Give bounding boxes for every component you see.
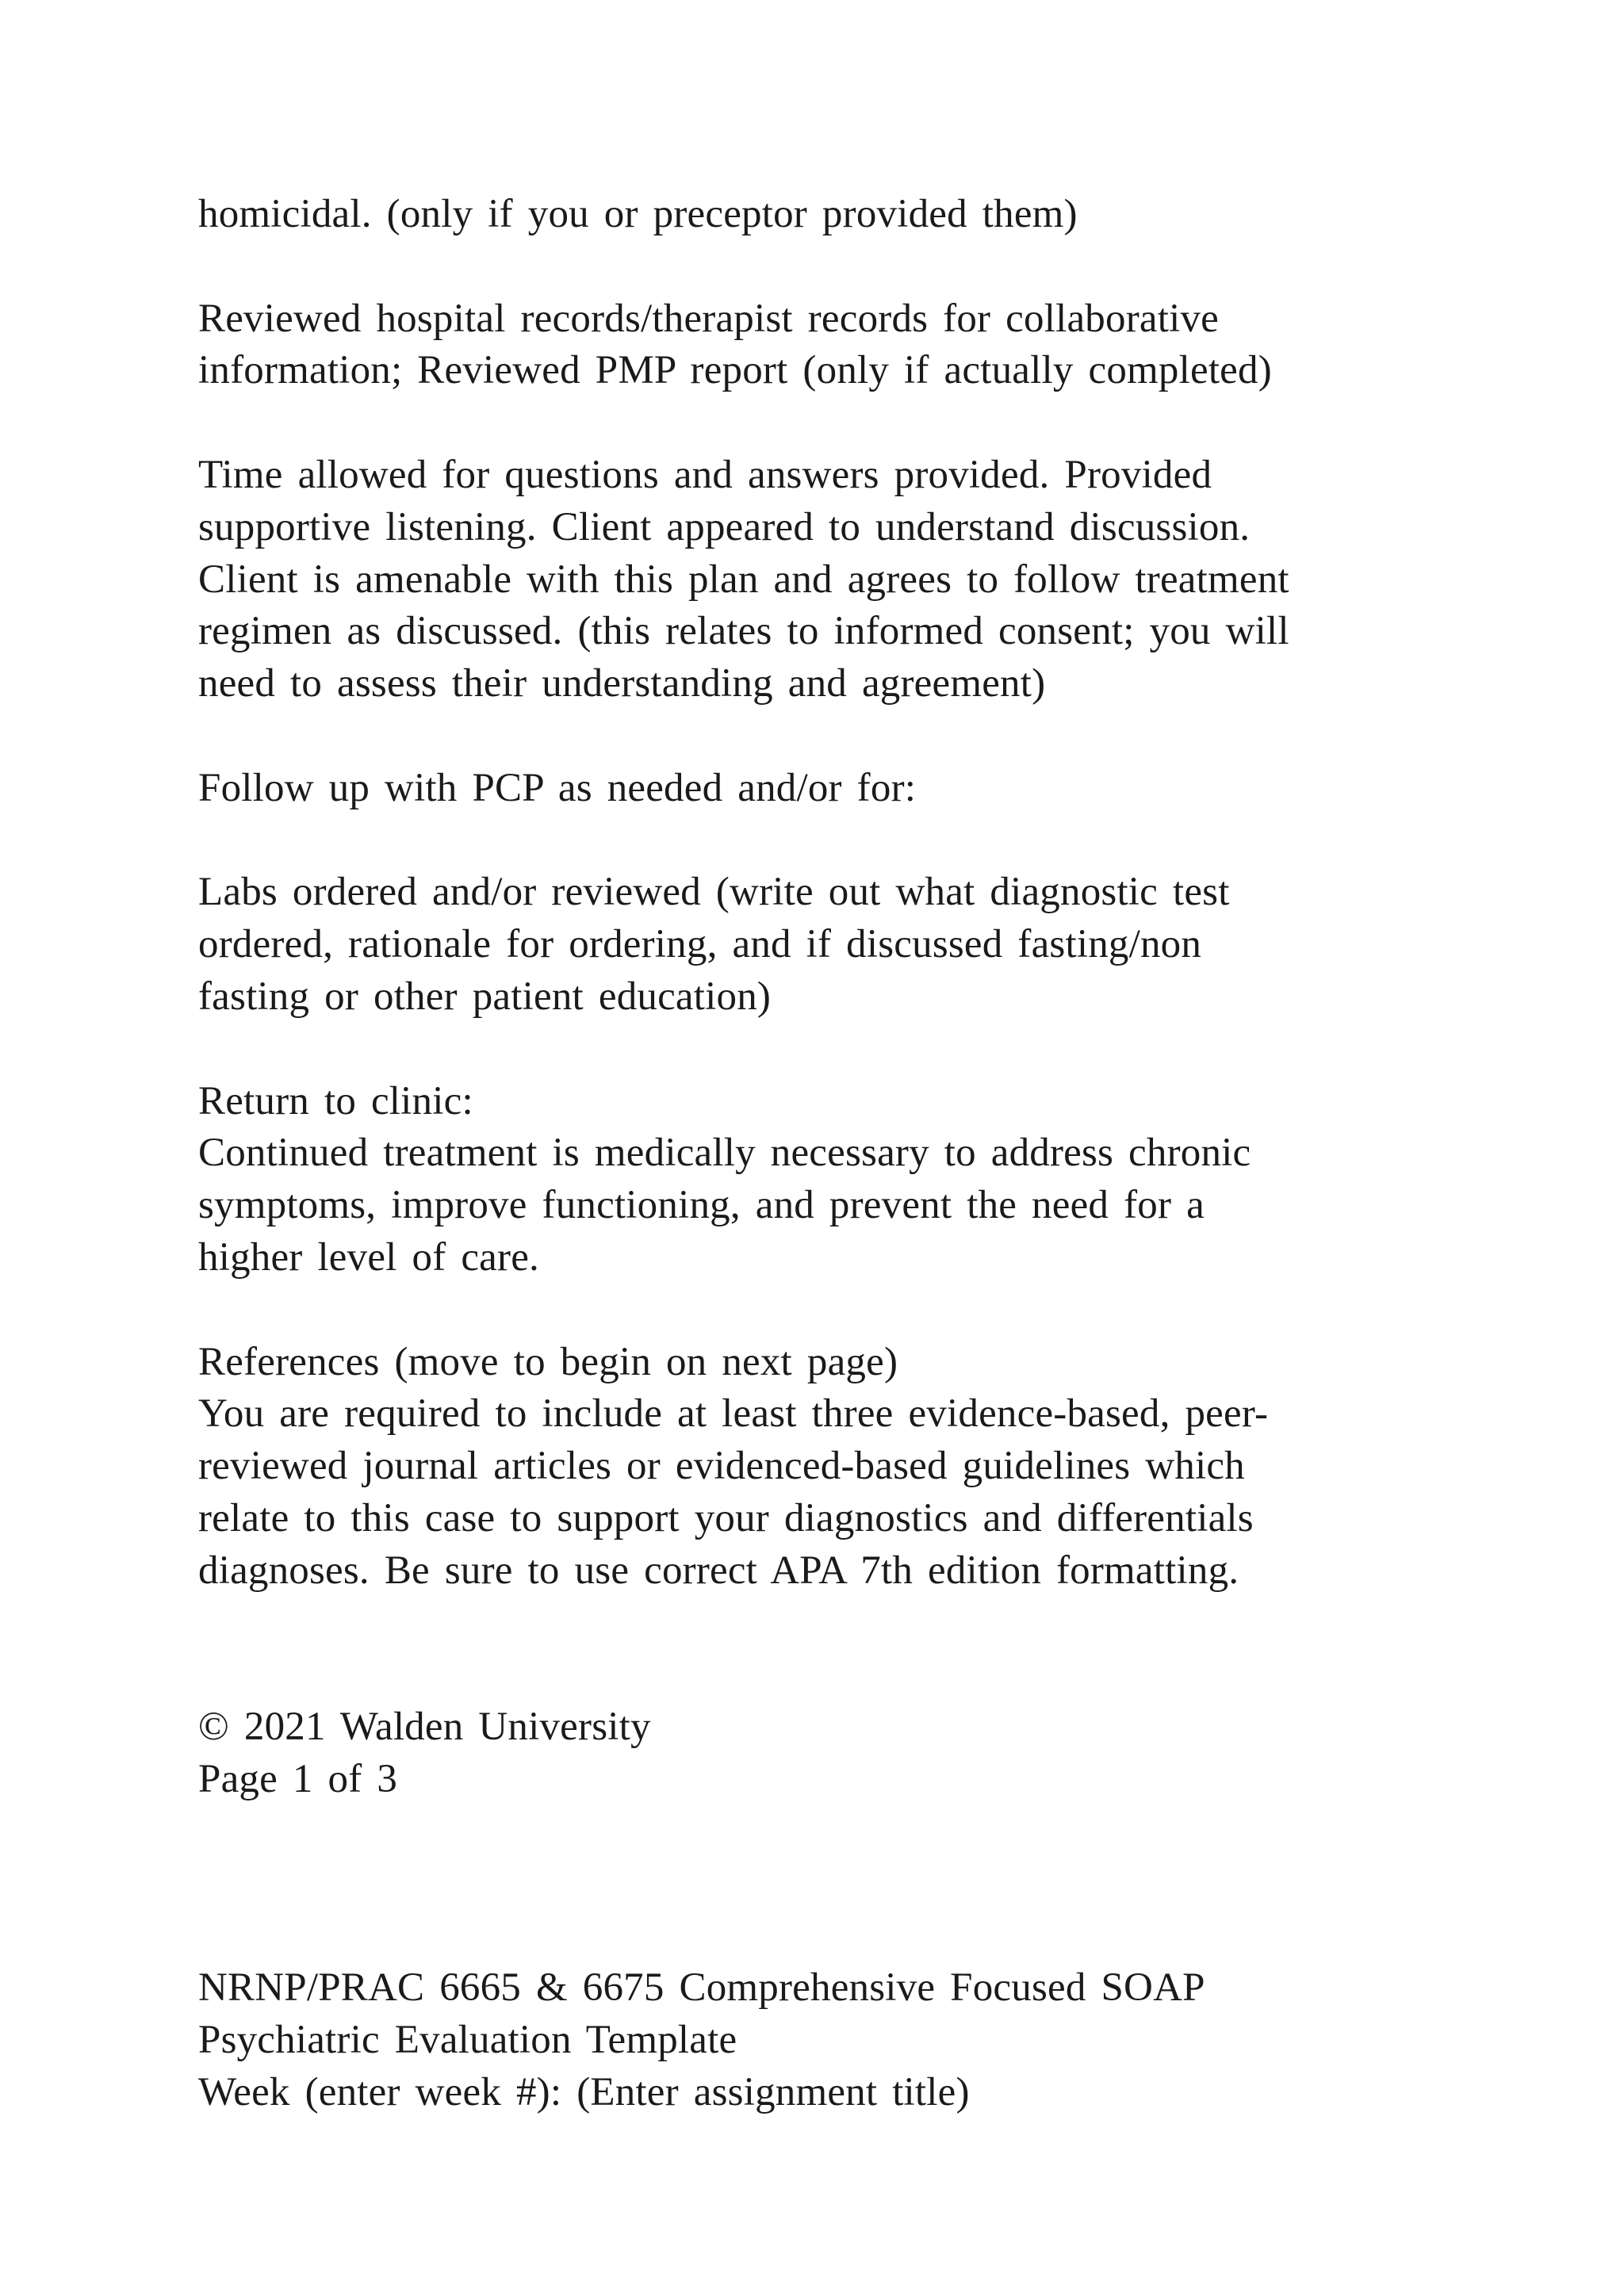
text-line: need to assess their understanding and agreement): [198, 661, 1046, 706]
text-line: Follow up with PCP as needed and/or for:: [198, 765, 917, 810]
paragraph-time-allowed: [198, 450, 1546, 710]
page-footer: [198, 1701, 1546, 1806]
assignment-week-title: Week (enter week #): (Enter assignment title): [198, 2069, 970, 2114]
text-line: diagnoses. Be sure to use correct APA 7th edition formatting.: [198, 1548, 1239, 1593]
paragraph-follow-up: [198, 763, 1546, 815]
paragraph-reviewed-records: [198, 293, 1546, 398]
paragraph-return-to-clinic: [198, 1076, 1546, 1284]
text-line: symptoms, improve functioning, and prevent the need for a: [198, 1183, 1205, 1228]
text-line: information; Reviewed PMP report (only if actually completed): [198, 348, 1272, 393]
paragraph-labs: [198, 867, 1546, 1023]
text-line: Continued treatment is medically necessary to address chronic: [198, 1131, 1251, 1176]
text-line: fasting or other patient education): [198, 974, 772, 1019]
text-line: Client is amenable with this plan and agrees to follow treatment: [198, 557, 1289, 602]
copyright-text: © 2021 Walden University: [198, 1705, 651, 1750]
paragraph-homicidal: [198, 189, 1546, 241]
text-line: Labs ordered and/or reviewed (write out what diagnostic test: [198, 870, 1230, 915]
text-line: relate to this case to support your diagnostics and differentials: [198, 1495, 1254, 1540]
paragraph-references: [198, 1337, 1546, 1598]
text-line: regimen as discussed. (this relates to informed consent; you will: [198, 609, 1289, 654]
text-line: homicidal. (only if you or preceptor provided them): [198, 192, 1078, 236]
text-line: References (move to begin on next page): [198, 1339, 898, 1384]
text-line: Reviewed hospital records/therapist records for collaborative: [198, 296, 1219, 341]
text-line: Time allowed for questions and answers provided. Provided: [198, 452, 1212, 497]
text-line: higher level of care.: [198, 1234, 539, 1280]
document-page: [198, 189, 1546, 2118]
text-line: supportive listening. Client appeared to understand discussion.: [198, 504, 1251, 549]
text-line: ordered, rationale for ordering, and if discussed fasting/non: [198, 922, 1202, 967]
page-number: Page 1 of 3: [198, 1756, 398, 1801]
text-line: Return to clinic:: [198, 1078, 473, 1123]
template-title: NRNP/PRAC 6665 & 6675 Comprehensive Focused SOAP: [198, 1965, 1205, 2011]
template-subtitle: Psychiatric Evaluation Template: [198, 2017, 737, 2062]
text-line: You are required to include at least three evidence-based, peer-: [198, 1391, 1269, 1437]
text-line: reviewed journal articles or evidenced-based guidelines which: [198, 1444, 1245, 1489]
template-header: [198, 1962, 1546, 2118]
